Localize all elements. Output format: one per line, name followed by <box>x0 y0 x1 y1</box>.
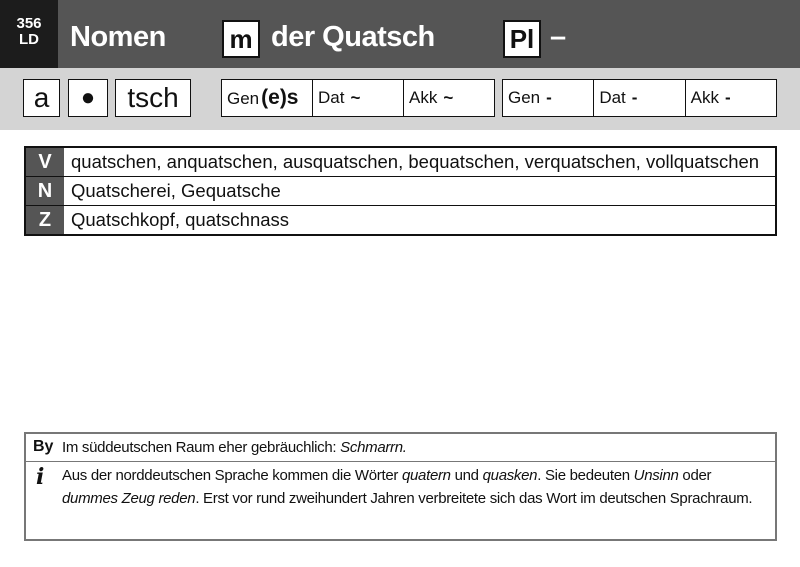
header-bar <box>0 0 800 68</box>
case-label: Gen <box>508 88 541 107</box>
note-regional <box>26 434 775 462</box>
notes-box <box>24 432 777 541</box>
case-label: Akk <box>690 88 719 107</box>
card-id-badge <box>0 0 58 68</box>
headword: der Quatsch <box>271 21 435 53</box>
info-icon: i <box>36 464 45 490</box>
row-key-nouns: N <box>26 177 64 205</box>
row-key-verbs: V <box>26 148 64 176</box>
case-label: Dat <box>599 88 626 107</box>
case-genitive-singular <box>222 80 313 116</box>
gender-marker: m <box>222 20 260 58</box>
case-accusative-singular <box>404 80 494 116</box>
row-value: Quatschkopf, quatschnass <box>71 209 290 230</box>
card-number: 356 <box>16 15 42 32</box>
related-forms-table <box>24 146 777 236</box>
row-value: Quatscherei, Gequatsche <box>71 180 281 201</box>
grammar-band <box>0 68 800 130</box>
case-value: - <box>725 88 731 107</box>
case-value: ~ <box>443 88 454 107</box>
note-info <box>26 462 775 512</box>
note-text: Aus der norddeutschen Sprache kommen die Wörter quatern und quasken. Sie bedeuten Unsinn oder dummes Zeug reden. Erst vor rund zweihundert Jahren verbreitete sich das Wort im deutschen Sprachraum. <box>62 467 753 507</box>
card-code: LD <box>19 31 39 48</box>
case-dative-plural <box>594 80 685 116</box>
plural-value: – <box>550 21 567 53</box>
case-dative-singular <box>313 80 404 116</box>
case-value: - <box>546 88 552 107</box>
regional-term: Schmarrn. <box>340 439 407 456</box>
row-key-compounds: Z <box>26 206 64 234</box>
row-value: quatschen, anquatschen, ausquatschen, bequatschen, verquatschen, vollquatschen <box>71 151 760 172</box>
case-value: - <box>631 88 638 107</box>
case-label: Dat <box>318 88 345 107</box>
table-row <box>26 206 775 234</box>
word-ending: tsch <box>115 79 191 117</box>
case-accusative-plural <box>686 80 776 116</box>
plural-case-table <box>502 79 777 117</box>
case-label: Gen <box>227 89 260 108</box>
note-key-by: By <box>33 438 54 455</box>
case-genitive-plural <box>503 80 594 116</box>
singular-case-table <box>221 79 495 117</box>
table-row <box>26 148 775 177</box>
note-text: Im süddeutschen Raum eher gebräuchlich: Schmarrn. <box>62 439 407 456</box>
plural-marker: Pl <box>503 20 541 58</box>
case-label: Akk <box>409 88 438 107</box>
stem-vowel: a <box>23 79 60 117</box>
case-value: ~ <box>350 88 361 107</box>
word-category: Nomen <box>70 21 166 53</box>
vowel-length-dot-icon: ● <box>68 79 108 117</box>
case-value: (e)s <box>261 86 299 109</box>
table-row <box>26 177 775 206</box>
